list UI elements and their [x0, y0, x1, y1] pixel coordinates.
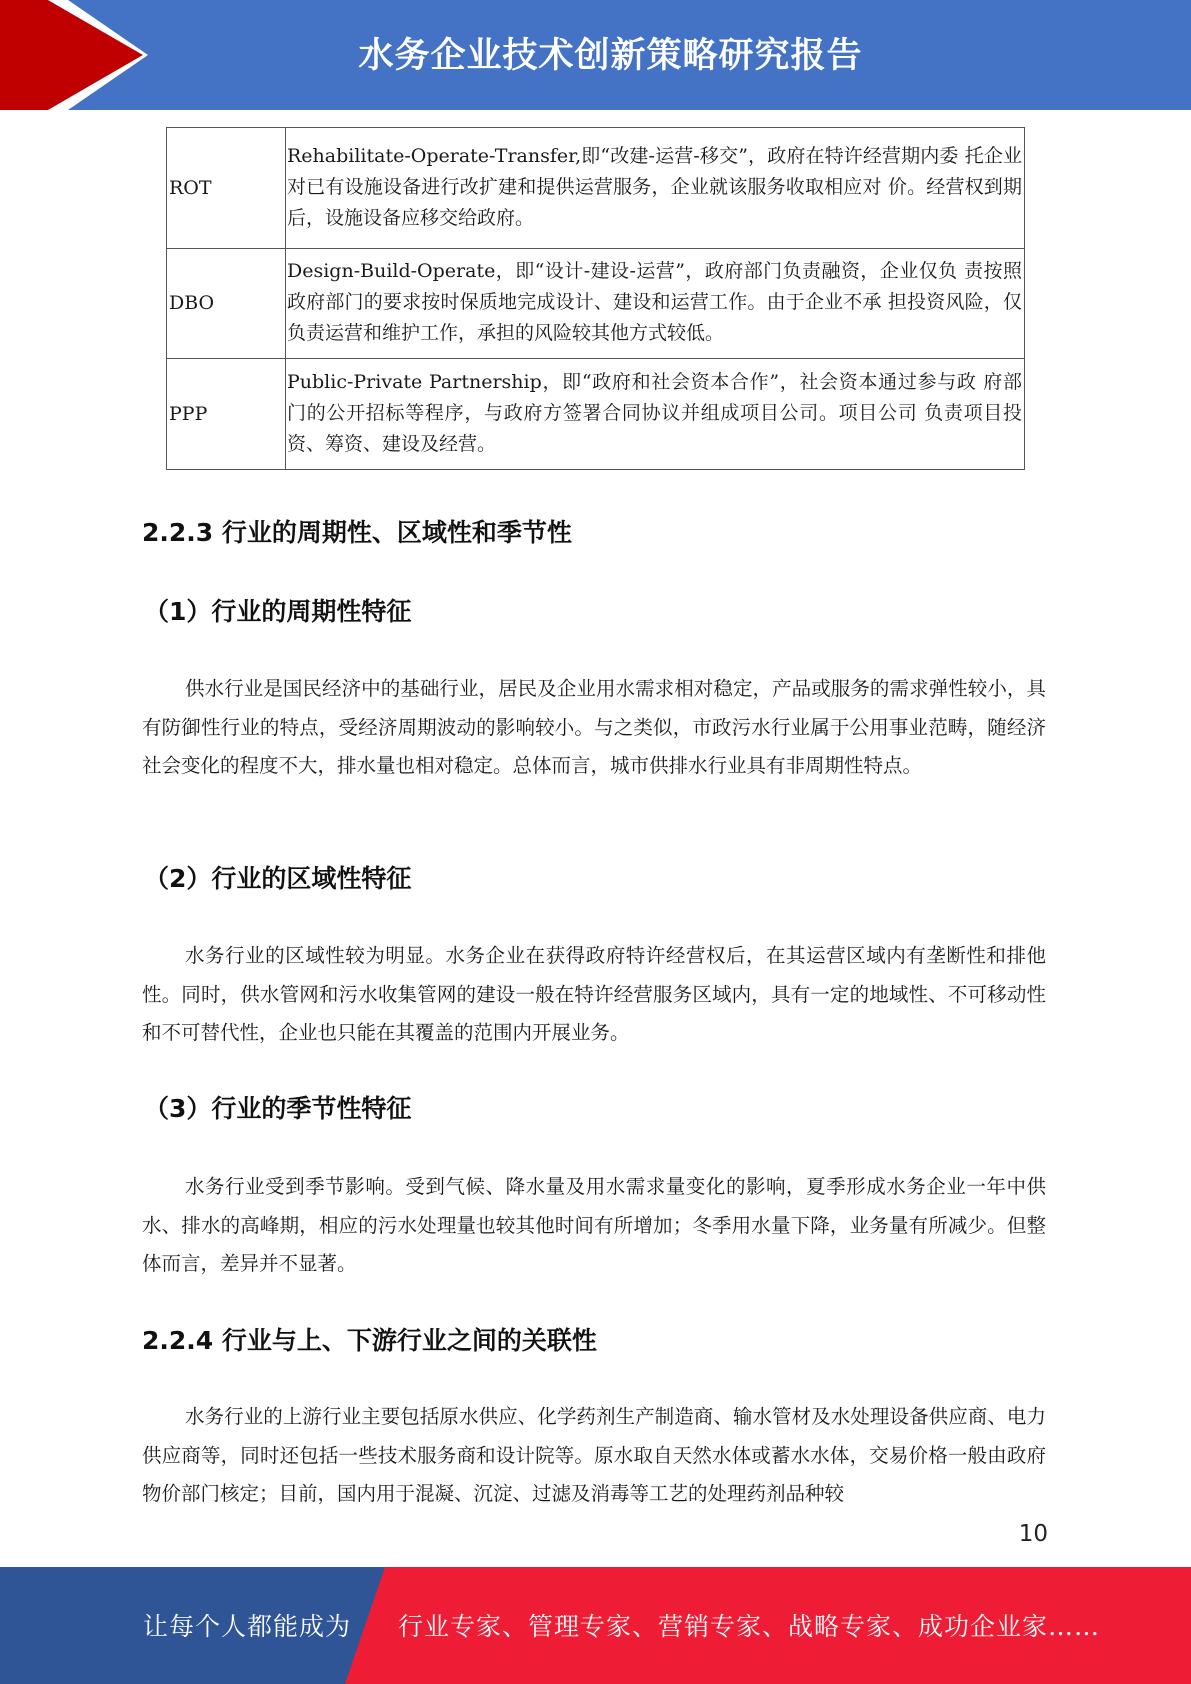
definitions-table — [166, 127, 1025, 470]
table-cell-abbr: PPP — [167, 359, 286, 470]
section-heading-2-2-4: 2.2.4 行业与上、下游行业之间的关联性 — [142, 1326, 597, 1355]
paragraph-cyclicality: 供水行业是国民经济中的基础行业，居民及企业用水需求相对稳定，产品或服务的需求弹性较小，具有防御性行业的特点，受经济周期波动的影响较小。与之类似，市政污水行业属于公用事业范畴，随经济社会变化的程度不大，排水量也相对稳定。总体而言，城市供排水行业具有非周期性特点。 — [142, 677, 1046, 777]
table-cell-desc: Design-Build-Operate，即“设计-建设-运营”，政府部门负责融资，企业仅负 责按照政府部门的要求按时保质地完成设计、建设和运营工作。由于企业不承 担投资风险，仅负责运营和维护工作，承担的风险较其他方式较低。 — [286, 249, 1025, 359]
subheading-seasonality: （3）行业的季节性特征 — [144, 1094, 412, 1123]
page-header — [0, 0, 1191, 110]
paragraph-regionality: 水务行业的区域性较为明显。水务企业在获得政府特许经营权后，在其运营区域内有垄断性和排他性。同时，供水管网和污水收集管网的建设一般在特许经营服务区域内，具有一定的地域性、不可移动性和不可替代性，企业也只能在其覆盖的范围内开展业务。 — [142, 944, 1046, 1044]
footer-slogan-right: 行业专家、管理专家、营销专家、战略专家、成功企业家…… — [398, 1612, 1101, 1641]
table-row — [167, 128, 1025, 249]
footer-slogan-left: 让每个人都能成为 — [143, 1612, 352, 1641]
page-footer — [0, 1567, 1191, 1684]
table-cell-abbr: ROT — [167, 128, 286, 249]
report-title: 水务企业技术创新策略研究报告 — [358, 36, 863, 76]
page-number: 10 — [1018, 1521, 1048, 1547]
subheading-regionality: （2）行业的区域性特征 — [144, 864, 412, 893]
table-cell-abbr: DBO — [167, 249, 286, 359]
table-row — [167, 249, 1025, 359]
table-cell-desc: Rehabilitate-Operate-Transfer,即“改建-运营-移交”，政府在特许经营期内委 托企业对已有设施设备进行改扩建和提供运营服务，企业就该服务收取相应对 价。经营权到期后，设施设备应移交给政府。 — [286, 128, 1025, 249]
paragraph-seasonality: 水务行业受到季节影响。受到气候、降水量及用水需求量变化的影响，夏季形成水务企业一年中供水、排水的高峰期，相应的污水处理量也较其他时间有所增加；冬季用水量下降，业务量有所减少。但整体而言，差异并不显著。 — [142, 1175, 1046, 1275]
table-cell-desc: Public-Private Partnership，即“政府和社会资本合作”，社会资本通过参与政 府部门的公开招标等程序，与政府方签署合同协议并组成项目公司。项目公司 负责项目投资、筹资、建设及经营。 — [286, 359, 1025, 470]
section-heading-2-2-3: 2.2.3 行业的周期性、区域性和季节性 — [142, 518, 572, 547]
subheading-cyclicality: （1）行业的周期性特征 — [144, 597, 412, 626]
paragraph-upstream-downstream: 水务行业的上游行业主要包括原水供应、化学药剂生产制造商、输水管材及水处理设备供应商、电力供应商等，同时还包括一些技术服务商和设计院等。原水取自天然水体或蓄水水体，交易价格一般由政府物价部门核定；目前，国内用于混凝、沉淀、过滤及消毒等工艺的处理药剂品种较 — [142, 1405, 1046, 1505]
table-row — [167, 359, 1025, 470]
